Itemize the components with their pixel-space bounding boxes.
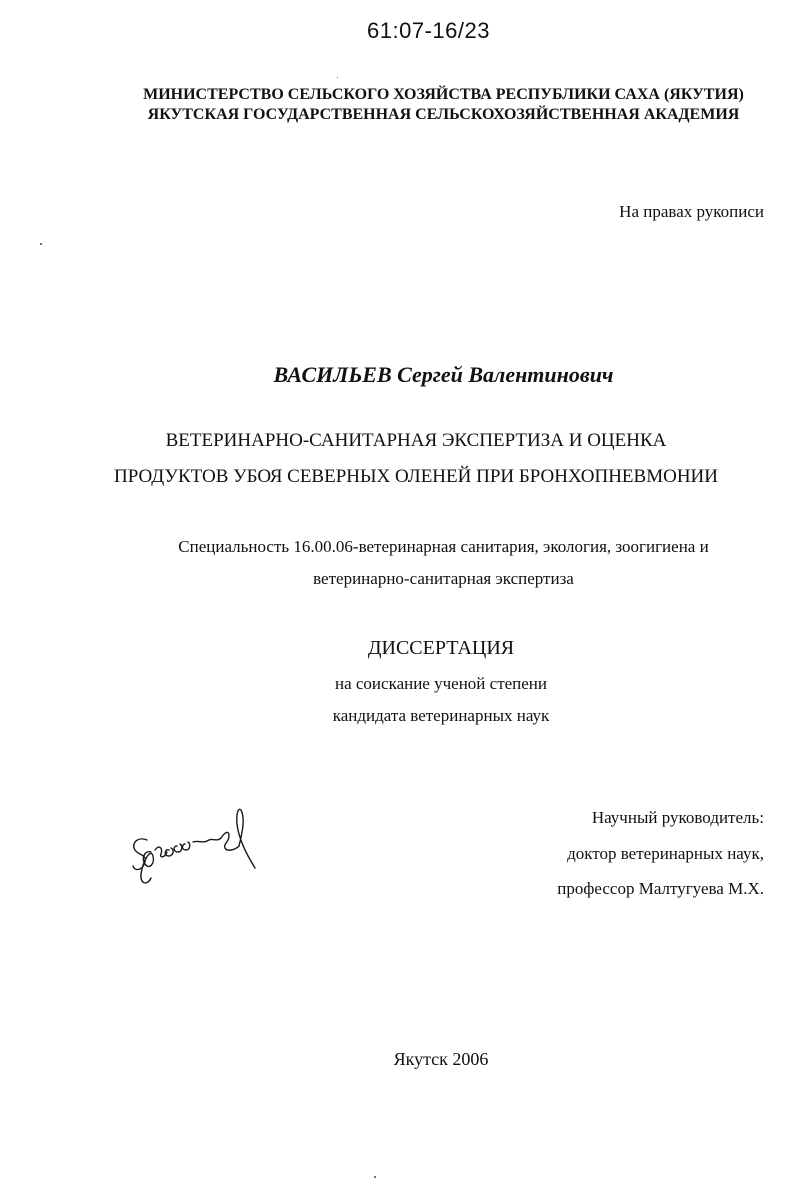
scan-speck <box>337 77 338 78</box>
organization-academy: ЯКУТСКАЯ ГОСУДАРСТВЕННАЯ СЕЛЬСКОХОЗЯЙСТВЕННАЯ АКАДЕМИЯ <box>147 106 740 123</box>
specialty-line2: ветеринарно-санитарная экспертиза <box>313 569 574 588</box>
supervisor-degree: доктор ветеринарных наук, <box>567 844 764 863</box>
organization-ministry: МИНИСТЕРСТВО СЕЛЬСКОГО ХОЗЯЙСТВА РЕСПУБЛИКИ САХА (ЯКУТИЯ) <box>143 86 744 103</box>
dissertation-title-line1: ВЕТЕРИНАРНО-САНИТАРНАЯ ЭКСПЕРТИЗА И ОЦЕНКА <box>165 430 667 451</box>
scan-speck <box>40 243 42 245</box>
place-year: Якутск 2006 <box>393 1049 489 1069</box>
author-name: ВАСИЛЬЕВ Сергей Валентинович <box>273 362 614 387</box>
supervisor-name: профессор Малтугуева М.Х. <box>557 879 764 898</box>
scan-speck <box>374 1176 376 1178</box>
dissertation-title-line2: ПРОДУКТОВ УБОЯ СЕВЕРНЫХ ОЛЕНЕЙ ПРИ БРОНХОПНЕВМОНИИ <box>114 466 718 487</box>
rights-note: На правах рукописи <box>619 202 764 221</box>
document-type: ДИССЕРТАЦИЯ <box>367 637 515 659</box>
supervisor-label: Научный руководитель: <box>591 808 764 827</box>
degree-line1: на соискание ученой степени <box>334 674 548 693</box>
degree-line2: кандидата ветеринарных наук <box>332 706 550 725</box>
catalog-code: 61:07-16/23 <box>367 18 490 43</box>
specialty-line1: Специальность 16.00.06-ветеринарная санитария, экология, зоогигиена и <box>178 537 709 556</box>
handwritten-signature <box>125 800 260 895</box>
